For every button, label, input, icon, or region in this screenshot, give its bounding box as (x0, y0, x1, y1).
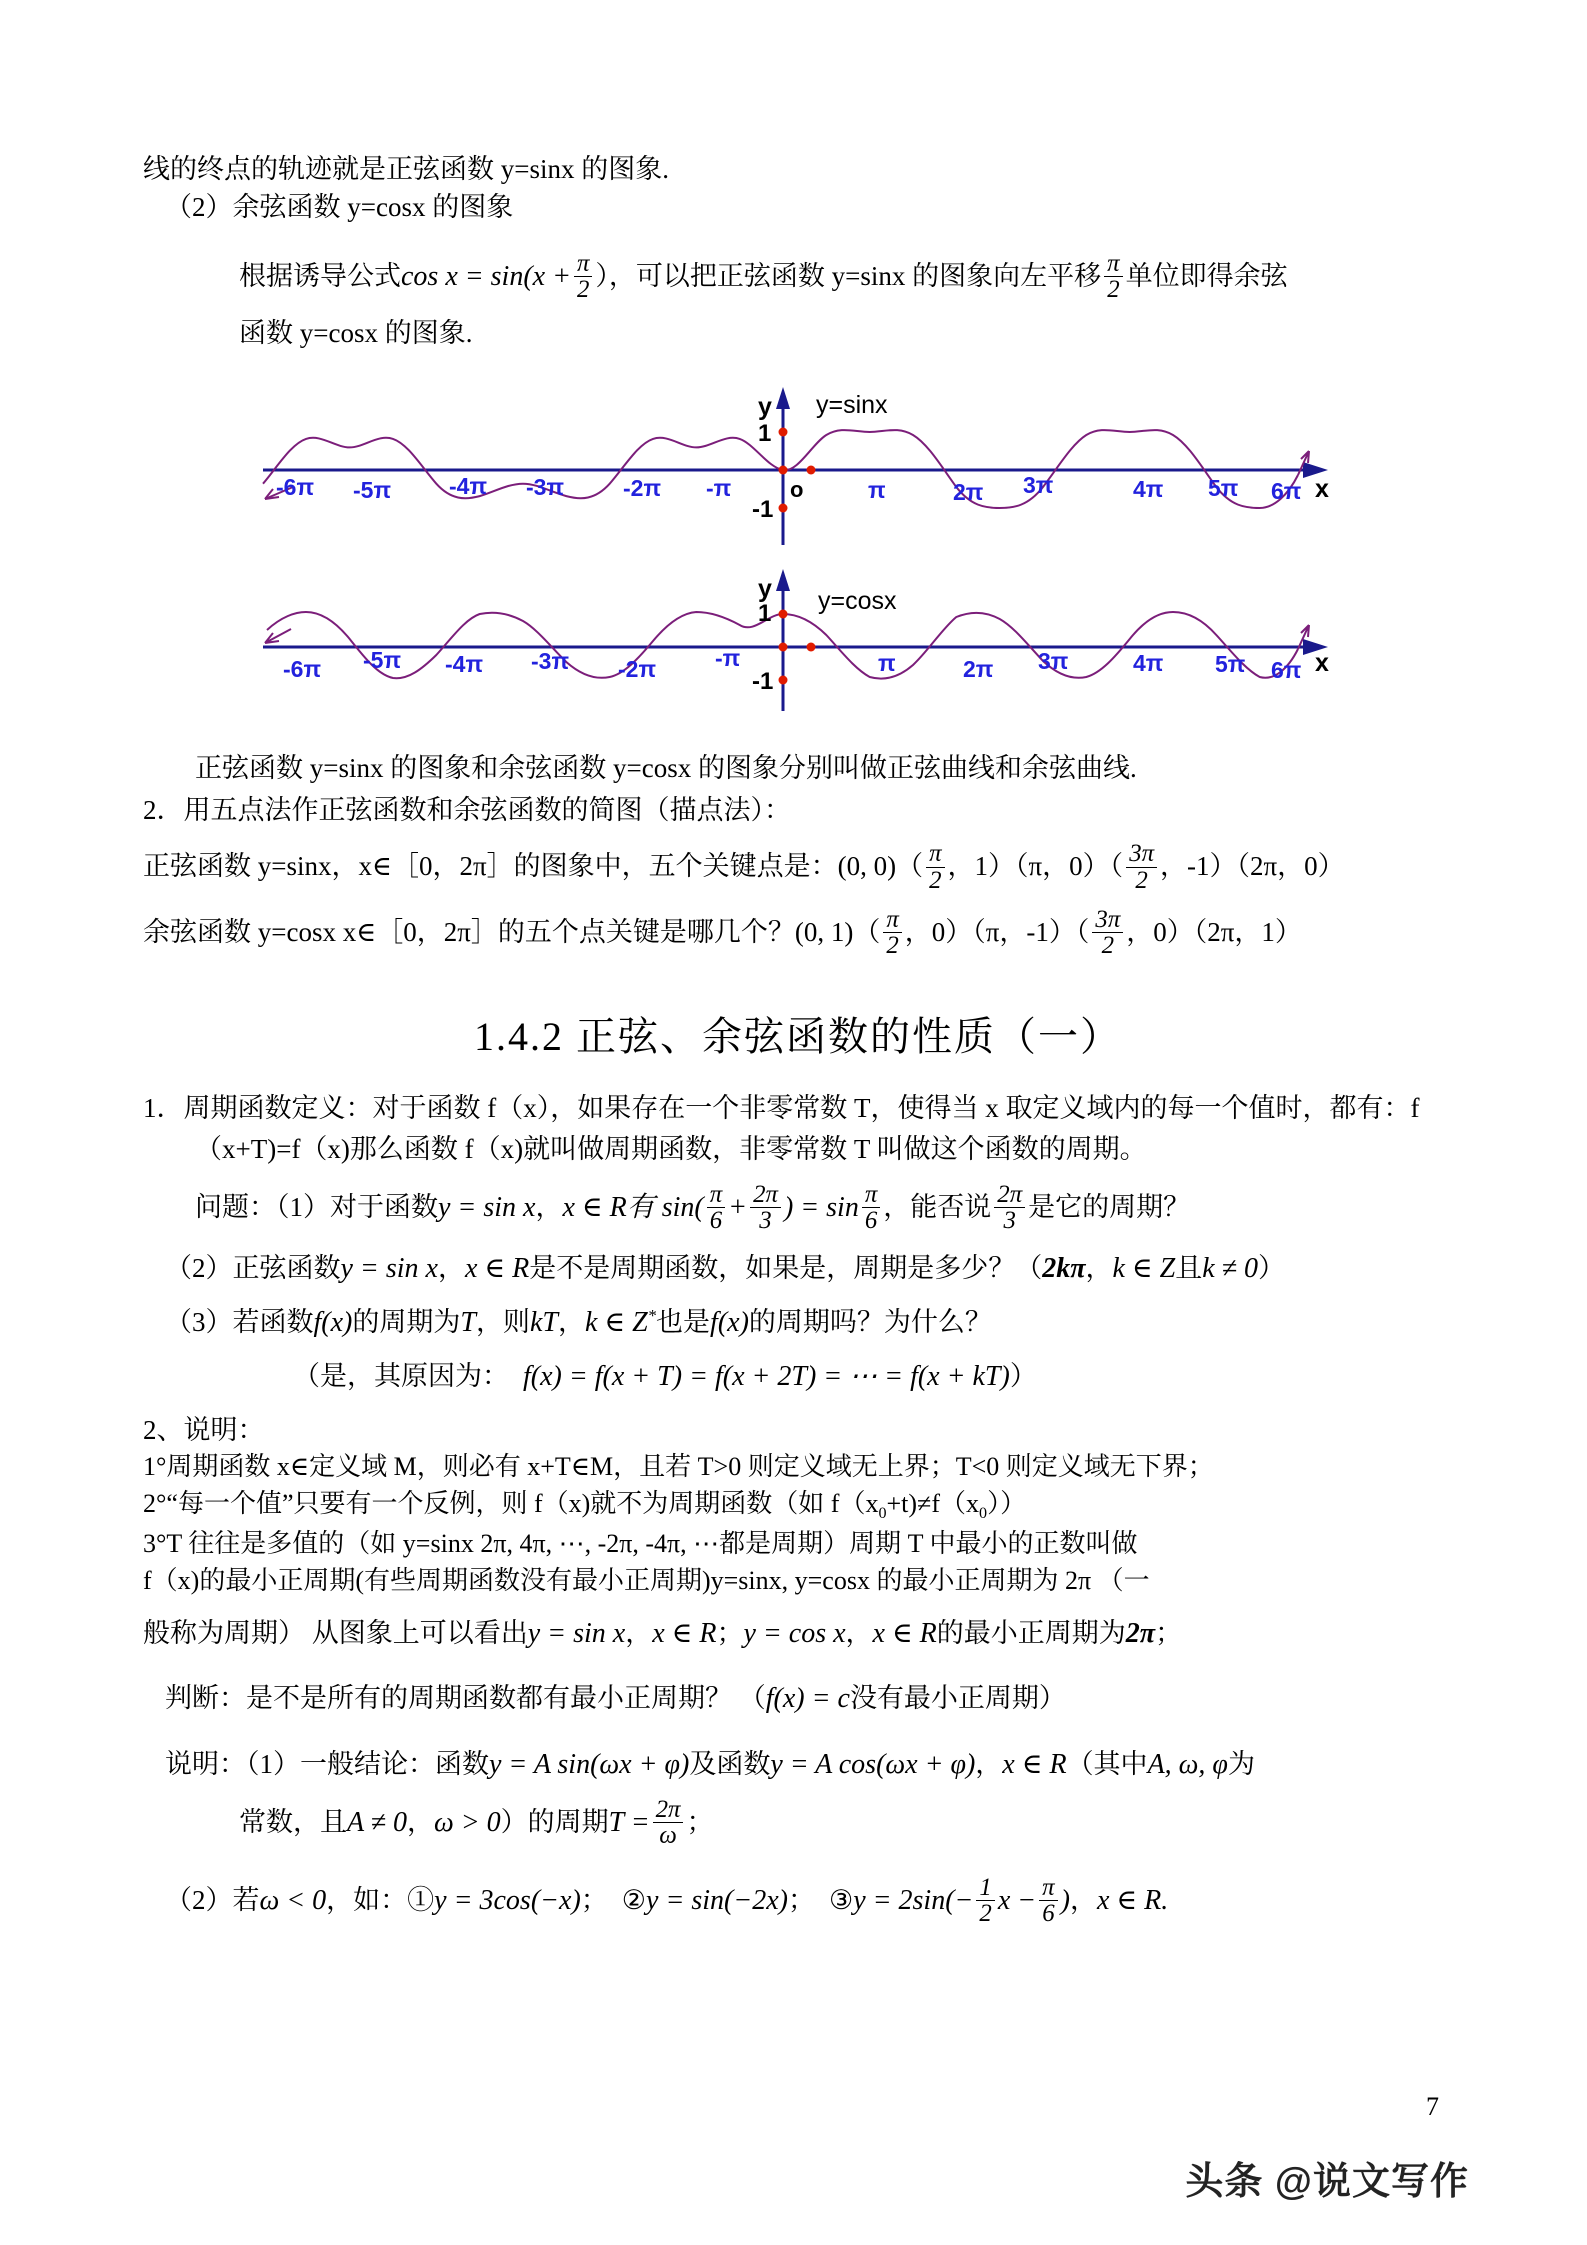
sine-function-label: y=sinx (816, 390, 888, 419)
note-line-3-eq-2: y = 3cos(−x) (434, 1884, 581, 1916)
explain-item-3-line-1: 3°T 往往是多值的（如 y=sinx 2π, 4π, ⋯, -2π, -4π, ⋯都是周期）周期 T 中最小的正数叫做 (143, 1528, 1138, 1558)
five-point-sine-prefix: 正弦函数 y=sinx，x∈［0，2π］的图象中，五个关键点是：(0, 0)（ (143, 851, 924, 882)
page-number: 7 (1426, 2092, 1439, 2121)
question-2-eq-3: 2kπ (1042, 1253, 1086, 1285)
note-line-1 (143, 1745, 1453, 1785)
sine-xtick-6pi: 6π (1271, 477, 1302, 504)
question-1-text-d: ) = sin (783, 1191, 859, 1223)
five-point-cosine-prefix: 余弦函数 y=cosx x∈［0，2π］的五个点关键是哪几个？(0, 1)（ (143, 916, 881, 947)
note-line-2-fraction: $\frac{2\pi}{\omega}$ (653, 1797, 684, 1849)
cosine-xtick-6pi: 6π (1271, 656, 1302, 683)
curves-note: 正弦函数 y=sinx 的图象和余弦函数 y=cosx 的图象分别叫做正弦曲线和余弦曲线. (195, 752, 1137, 783)
explain-item-2-text-b: +t)≠f（x (886, 1488, 979, 1518)
question-1-fraction-2: $\frac{2\pi}{3}$ (750, 1182, 781, 1234)
explain-item-3-text-h: ； (1155, 1617, 1183, 1648)
question-3-text-c: ，则 (475, 1307, 530, 1338)
note-line-2-eq-2: ω > 0 (433, 1806, 501, 1838)
question-1-text-a: 问题：（1）对于函数 (195, 1191, 438, 1222)
derivation-fraction-2: $\frac{\pi}{2}$ (1104, 251, 1122, 303)
note-line-1-eq-3: x ∈ R (1002, 1749, 1067, 1781)
explain-item-2-text-a: 2°“每一个值”只要有一个反例，则 f（x)就不为周期函数（如 f（x (143, 1488, 879, 1518)
cosine-point-origin (779, 642, 788, 651)
five-point-sine-mid-2: ，-1）（2π，0） (1160, 851, 1345, 882)
explain-heading: 2、说明： (143, 1414, 265, 1445)
five-point-sine-fraction-2: $\frac{3\pi}{2}$ (1126, 841, 1157, 893)
question-2-eq-2: x ∈ R (464, 1253, 530, 1285)
derivation-after-fraction-1: ），可以把正弦函数 y=sinx 的图象向左平移 (595, 260, 1102, 291)
question-1-plus: + (728, 1191, 748, 1223)
question-3-eq-3: kT (529, 1307, 558, 1339)
question-1-eq-2: x ∈ R (562, 1191, 627, 1223)
five-point-cosine (143, 905, 1453, 961)
five-point-sine (143, 840, 1453, 895)
note-line-3-eq-4c: ) (1060, 1884, 1070, 1916)
explain-item-2-text-c: ）） (987, 1488, 1027, 1518)
cosine-y-axis-label: y (758, 574, 772, 603)
note-line-3-text-f: . (1161, 1884, 1169, 1916)
sine-graph-svg (253, 375, 1343, 555)
note-line-2 (143, 1795, 1453, 1851)
question-2-text-e: 且 (1175, 1253, 1203, 1284)
note-line-3-eq-1: ω < 0 (259, 1884, 327, 1916)
five-point-sine-fraction-1: $\frac{\pi}{2}$ (926, 841, 944, 893)
sine-xtick--pi: -π (706, 474, 732, 501)
question-1-fraction-3: $\frac{\pi}{6}$ (862, 1182, 880, 1234)
sine-y-axis-label: y (758, 392, 772, 421)
explain-item-3-text-d: ， (625, 1617, 653, 1648)
question-2 (143, 1249, 1453, 1289)
explain-item-3-text-e: ； (716, 1617, 744, 1648)
note-line-1-text-d: （其中 (1066, 1749, 1148, 1780)
sine-ytick-minus1: -1 (752, 495, 774, 523)
intro-line-1: 线的终点的轨迹就是正弦函数 y=sinx 的图象. (143, 154, 669, 184)
note-line-2-text-b: ， (406, 1806, 434, 1837)
derivation-cos-equation: cos x = sin(x + (401, 260, 571, 292)
sine-xtick--6pi: -6π (276, 473, 315, 500)
explain-item-3-eq-3: y = cos x (743, 1617, 846, 1649)
sine-xtick--5pi: -5π (353, 476, 392, 503)
note-line-3-marker-2: ② (621, 1884, 647, 1915)
judge-line (143, 1679, 1453, 1719)
sine-point-min (779, 503, 788, 512)
section-title: 1.4.2 正弦、余弦函数的性质（一） (474, 1013, 1122, 1059)
page-content (143, 150, 1453, 1928)
sine-origin-label: o (790, 476, 804, 502)
question-1-text-c: 有 sin( (626, 1191, 704, 1223)
note-line-3-text-e: ， (1069, 1884, 1097, 1915)
sine-point-origin (779, 465, 788, 474)
question-3-text-d: ， (557, 1307, 585, 1338)
question-1 (143, 1180, 1453, 1236)
note-line-3-eq-3: y = sin(−2x) (646, 1884, 788, 1916)
question-3-eq-5: f(x) (710, 1307, 749, 1339)
explain-item-3-line-2: f（x)的最小正周期(有些周期函数没有最小正周期)y=sinx, y=cosx 的最小正周期为 2π （一 (143, 1565, 1150, 1595)
note-line-3-text-d: ； (787, 1884, 815, 1915)
five-point-cosine-fraction-2: $\frac{3\pi}{2}$ (1092, 907, 1123, 959)
cosine-x-axis-label: x (1315, 648, 1329, 677)
explain-item-3-line-3 (143, 1614, 1453, 1654)
sine-xtick-4pi: 4π (1133, 475, 1164, 502)
note-line-3-fraction-1: $\frac{1}{2}$ (976, 1875, 994, 1927)
explain-item-3-text-c: 般称为周期） 从图象上可以看出 (143, 1617, 528, 1648)
judge-text-b: 没有最小正周期） (849, 1683, 1066, 1714)
note-line-3-fraction-2: $\frac{\pi}{6}$ (1039, 1875, 1057, 1927)
cosine-xtick--5pi: -5π (363, 646, 402, 673)
five-point-cosine-mid-2: ，0）（2π，1） (1126, 916, 1302, 947)
note-line-1-text-a: 说明：（1）一般结论：函数 (165, 1749, 489, 1780)
cosine-graph-figure (143, 559, 1453, 719)
question-2-eq-1: y = sin x (340, 1253, 438, 1285)
explain-item-2 (143, 1486, 1453, 1526)
sine-xtick-3pi: 3π (1023, 471, 1054, 498)
explain-item-1: 1°周期函数 x∈定义域 M，则必有 x+T∈M，且若 T>0 则定义域无上界；T<0 则定义域无下界； (143, 1451, 1214, 1481)
derivation-after-fraction-2: 单位即得余弦 (1125, 260, 1288, 291)
question-2-eq-5: k ≠ 0 (1202, 1253, 1259, 1285)
question-3-star: * (647, 1306, 657, 1326)
cosine-xtick--pi: -π (715, 644, 741, 671)
derivation-line-1 (143, 249, 1453, 305)
sine-xtick-pi: π (868, 476, 886, 503)
question-3-eq-1: f(x) (313, 1307, 353, 1339)
question-3-reason-text-a: （是，其原因为： (293, 1360, 509, 1391)
derivation-prefix: 根据诱导公式 (239, 260, 401, 291)
cosine-left-arrowhead (265, 629, 291, 643)
question-1-text-e: ，能否说 (883, 1191, 992, 1222)
question-3-reason (143, 1357, 1453, 1397)
explain-item-3-text-f: ， (845, 1617, 873, 1648)
explain-item-3-eq-5: 2π (1125, 1617, 1156, 1649)
cosine-y-arrow (776, 569, 790, 591)
note-line-2-text-d: ； (686, 1806, 714, 1837)
cosine-xtick-pi: π (878, 649, 896, 676)
sine-xtick--2pi: -2π (623, 474, 662, 501)
question-2-text-d: ， (1085, 1253, 1113, 1284)
note-line-1-text-b: 及函数 (689, 1749, 771, 1780)
note-line-1-text-e: 为 (1227, 1749, 1255, 1780)
explain-item-3-eq-1: y = sin x (527, 1617, 626, 1649)
cosine-xtick--2pi: -2π (618, 655, 657, 682)
sine-xtick-2pi: 2π (953, 478, 984, 505)
note-line-2-eq-3: T = (608, 1806, 650, 1838)
explain-item-3-text-g: 的最小正周期为 (936, 1617, 1126, 1648)
five-point-sine-mid-1: ，1）（π，0）（ (947, 851, 1124, 882)
question-2-text-f: ） (1258, 1253, 1286, 1284)
five-point-heading: 2．用五点法作正弦函数和余弦函数的简图（描点法）： (143, 794, 791, 825)
judge-text-a: 判断：是不是所有的周期函数都有最小正周期？ （ (165, 1683, 766, 1714)
cosine-point-max (779, 609, 788, 618)
question-3-eq-4: k ∈ Z (584, 1307, 648, 1339)
question-1-eq-1: y = sin x (438, 1191, 536, 1223)
derivation-line-2: 函数 y=cosx 的图象. (239, 318, 473, 349)
note-line-2-text-c: ）的周期 (500, 1806, 609, 1837)
question-1-text-b: ， (535, 1191, 563, 1222)
sine-graph-figure (143, 375, 1453, 555)
cosine-point-extra (807, 642, 816, 651)
explain-item-2-sub-2: 0 (979, 1505, 988, 1522)
watermark: 头条 @说文写作 (1185, 2161, 1469, 2203)
note-line-1-eq-1: y = A sin(ωx + φ) (489, 1749, 690, 1781)
note-line-3-text-b: ，如： (326, 1884, 408, 1915)
sine-ytick-1: 1 (758, 419, 772, 447)
question-2-text-a: （2）正弦函数 (165, 1253, 341, 1284)
cosine-xtick--6pi: -6π (283, 655, 322, 682)
note-line-3-eq-4b: x − (997, 1884, 1037, 1916)
cosine-function-label: y=cosx (818, 586, 897, 615)
question-3-reason-text-b: ） (1009, 1360, 1037, 1391)
cosine-xtick--3pi: -3π (531, 647, 570, 674)
cosine-ytick-1: 1 (758, 599, 772, 627)
question-1-fraction-1: $\frac{\pi}{6}$ (707, 1182, 725, 1234)
note-line-3-marker-3: ③ (828, 1884, 854, 1915)
note-line-2-text-a: 常数，且 (239, 1806, 347, 1837)
explain-item-2-sub-1: 0 (878, 1505, 887, 1522)
cosine-ytick-minus1: -1 (752, 667, 774, 695)
note-line-2-eq-1: A ≠ 0 (347, 1806, 407, 1838)
cosine-xtick-4pi: 4π (1133, 649, 1164, 676)
cosine-graph-svg (253, 559, 1343, 719)
note-line-3-eq-4a: y = 2sin(− (853, 1884, 974, 1916)
sine-xtick--3pi: -3π (526, 473, 565, 500)
explain-item-3-eq-4: x ∈ R (872, 1617, 937, 1649)
cosine-xtick-2pi: 2π (963, 655, 994, 682)
note-line-3 (143, 1873, 1453, 1929)
five-point-cosine-mid-1: ，0）（π，-1）（ (904, 916, 1090, 947)
note-line-1-eq-2: y = A cos(ωx + φ) (770, 1749, 976, 1781)
question-2-text-c: 是不是周期函数，如果是，周期是多少？（ (529, 1253, 1043, 1284)
note-line-3-marker-1: ① (407, 1884, 435, 1915)
question-3 (143, 1303, 1453, 1343)
sine-point-max (779, 427, 788, 436)
note-line-1-text-c: ， (975, 1749, 1003, 1780)
note-line-3-eq-5: x ∈ R (1096, 1884, 1162, 1916)
question-2-text-b: ， (437, 1253, 465, 1284)
sine-xtick--4pi: -4π (449, 472, 488, 499)
question-1-fraction-4: $\frac{2\pi}{3}$ (994, 1182, 1025, 1234)
periodic-definition: 1．周期函数定义：对于函数 f（x），如果存在一个非零常数 T，使得当 x 取定义域内的每一个值时，都有：f（x+T)=f（x)那么函数 f（x)就叫做周期函数，非零常数 T 叫做这个函数的周期。 (143, 1092, 1420, 1164)
judge-equation: f(x) = c (765, 1683, 850, 1715)
cosine-xtick--4pi: -4π (445, 650, 484, 677)
sine-y-arrow (776, 387, 790, 409)
note-line-3-text-c: ； (580, 1884, 608, 1915)
explain-item-3-eq-2: x ∈ R (652, 1617, 717, 1649)
sine-xtick-5pi: 5π (1208, 474, 1239, 501)
five-point-cosine-fraction-1: $\frac{\pi}{2}$ (883, 907, 901, 959)
intro-line-2: （2）余弦函数 y=cosx 的图象 (165, 192, 514, 223)
question-1-text-f: 是它的周期？ (1028, 1191, 1191, 1222)
cosine-point-min (779, 675, 788, 684)
cosine-xtick-3pi: 3π (1038, 647, 1069, 674)
question-3-text-b: 的周期为 (352, 1307, 461, 1338)
question-3-text-e: 也是 (656, 1307, 711, 1338)
sine-point-extra (807, 465, 816, 474)
question-3-eq-2: T (460, 1307, 476, 1339)
question-3-reason-equation: f(x) = f(x + T) = f(x + 2T) = ⋯ = f(x + kT) (523, 1360, 1010, 1392)
derivation-fraction-1: $\frac{\pi}{2}$ (574, 251, 592, 303)
note-line-1-eq-4: A, ω, φ (1147, 1749, 1228, 1781)
note-line-3-text-a: （2）若 (165, 1884, 260, 1915)
cosine-xtick-labels (283, 645, 1301, 683)
sine-x-axis-label: x (1315, 474, 1329, 503)
question-3-text-f: 的周期吗？为什么？ (748, 1307, 992, 1338)
question-3-text-a: （3）若函数 (165, 1307, 314, 1338)
cosine-xtick-5pi: 5π (1215, 650, 1246, 677)
question-2-eq-4: k ∈ Z (1112, 1253, 1176, 1285)
